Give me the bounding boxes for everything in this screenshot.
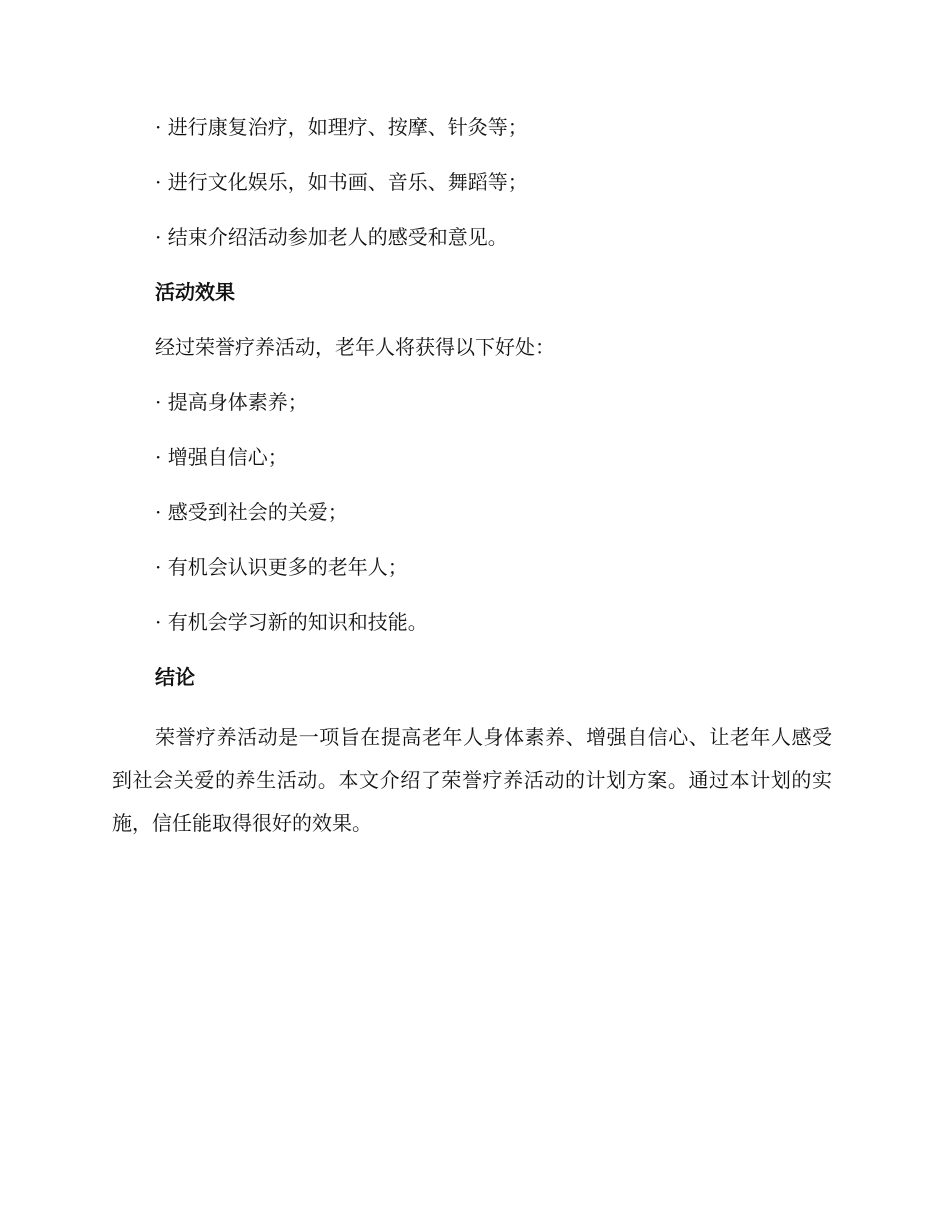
conclusion-paragraph: 荣誉疗养活动是一项旨在提高老年人身体素养、增强自信心、让老年人感受到社会关爱的养生活动。本文介绍了荣誉疗养活动的计划方案。通过本计划的实施，信任能取得很好的效果。	[112, 725, 832, 835]
list-item: · 有机会认识更多的老年人；	[155, 555, 408, 579]
list-item: · 有机会学习新的知识和技能。	[155, 610, 428, 634]
list-item: · 感受到社会的关爱；	[155, 500, 348, 524]
list-item: · 进行康复治疗，如理疗、按摩、针灸等；	[155, 115, 528, 139]
list-item: · 增强自信心；	[155, 445, 288, 469]
effect-intro: 经过荣誉疗养活动，老年人将获得以下好处：	[155, 335, 555, 359]
section-heading-conclusion: 结论	[155, 665, 195, 689]
list-item: · 进行文化娱乐，如书画、音乐、舞蹈等；	[155, 170, 528, 194]
list-item: · 提高身体素养；	[155, 390, 308, 414]
section-heading-effect: 活动效果	[155, 280, 235, 304]
list-item: · 结束介绍活动参加老人的感受和意见。	[155, 225, 508, 249]
